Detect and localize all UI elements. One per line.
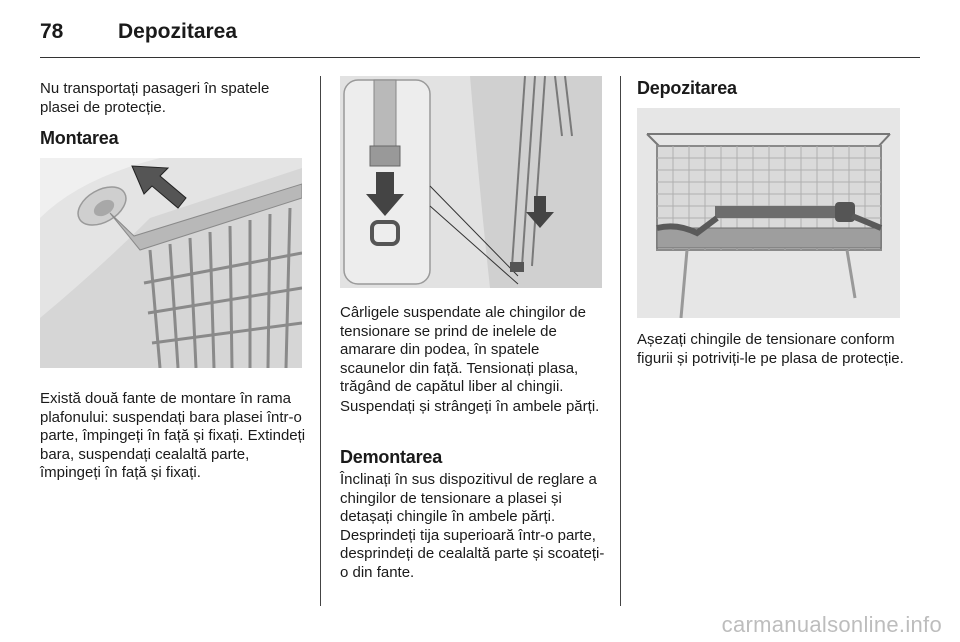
watermark: carmanualsonline.info: [721, 612, 942, 637]
mounting-net-illustration: [40, 158, 302, 368]
figure-stowed-straps: [637, 108, 900, 318]
hooks-instructions: Cârligele suspendate ale chingilor de tensionare se prind de inelele de amarare din podea, în spatele scaunelor din față. Tensionați plasa, trăgând de capătul liber al chingii.: [340, 304, 586, 396]
tighten-instructions: Suspendați și strângeți în ambele părți.: [340, 398, 600, 415]
header-rule: [40, 57, 920, 58]
strap-hooks-illustration: [340, 76, 602, 288]
intro-text: Nu transportați pasageri în spatele plasei de protecție.: [40, 80, 270, 116]
column-divider-1: [320, 76, 321, 606]
figure-mounting-net: [40, 158, 302, 368]
page-header: [40, 14, 920, 58]
page-number: 78: [40, 20, 64, 43]
stowed-straps-illustration: [637, 108, 900, 318]
removal-instructions: Înclinați în sus dispozitivul de reglare a chingilor de tensionare a plasei și detașați chingile în ambele părți. Desprindeți tija superioară într-o parte, desprindeți de cealaltă parte și scoateți-o din fante.: [340, 471, 605, 581]
mounting-instructions: Există două fante de montare în rama plafonului: suspendați bara plasei într-o parte, împingeți în față și fixați. Extindeți bara, suspendați cealaltă parte, împingeți în față și fixați.: [40, 390, 306, 482]
figure-strap-hooks: [340, 76, 602, 288]
column-divider-2: [620, 76, 621, 606]
storage-instructions: Așezați chingile de tensionare conform figurii și potriviți-le pe plasa de protecție.: [637, 331, 904, 367]
page-title: Depozitarea: [118, 20, 238, 43]
heading-montarea: Montarea: [40, 128, 119, 148]
heading-depozitarea: Depozitarea: [637, 78, 737, 98]
heading-demontarea: Demontarea: [340, 447, 443, 467]
